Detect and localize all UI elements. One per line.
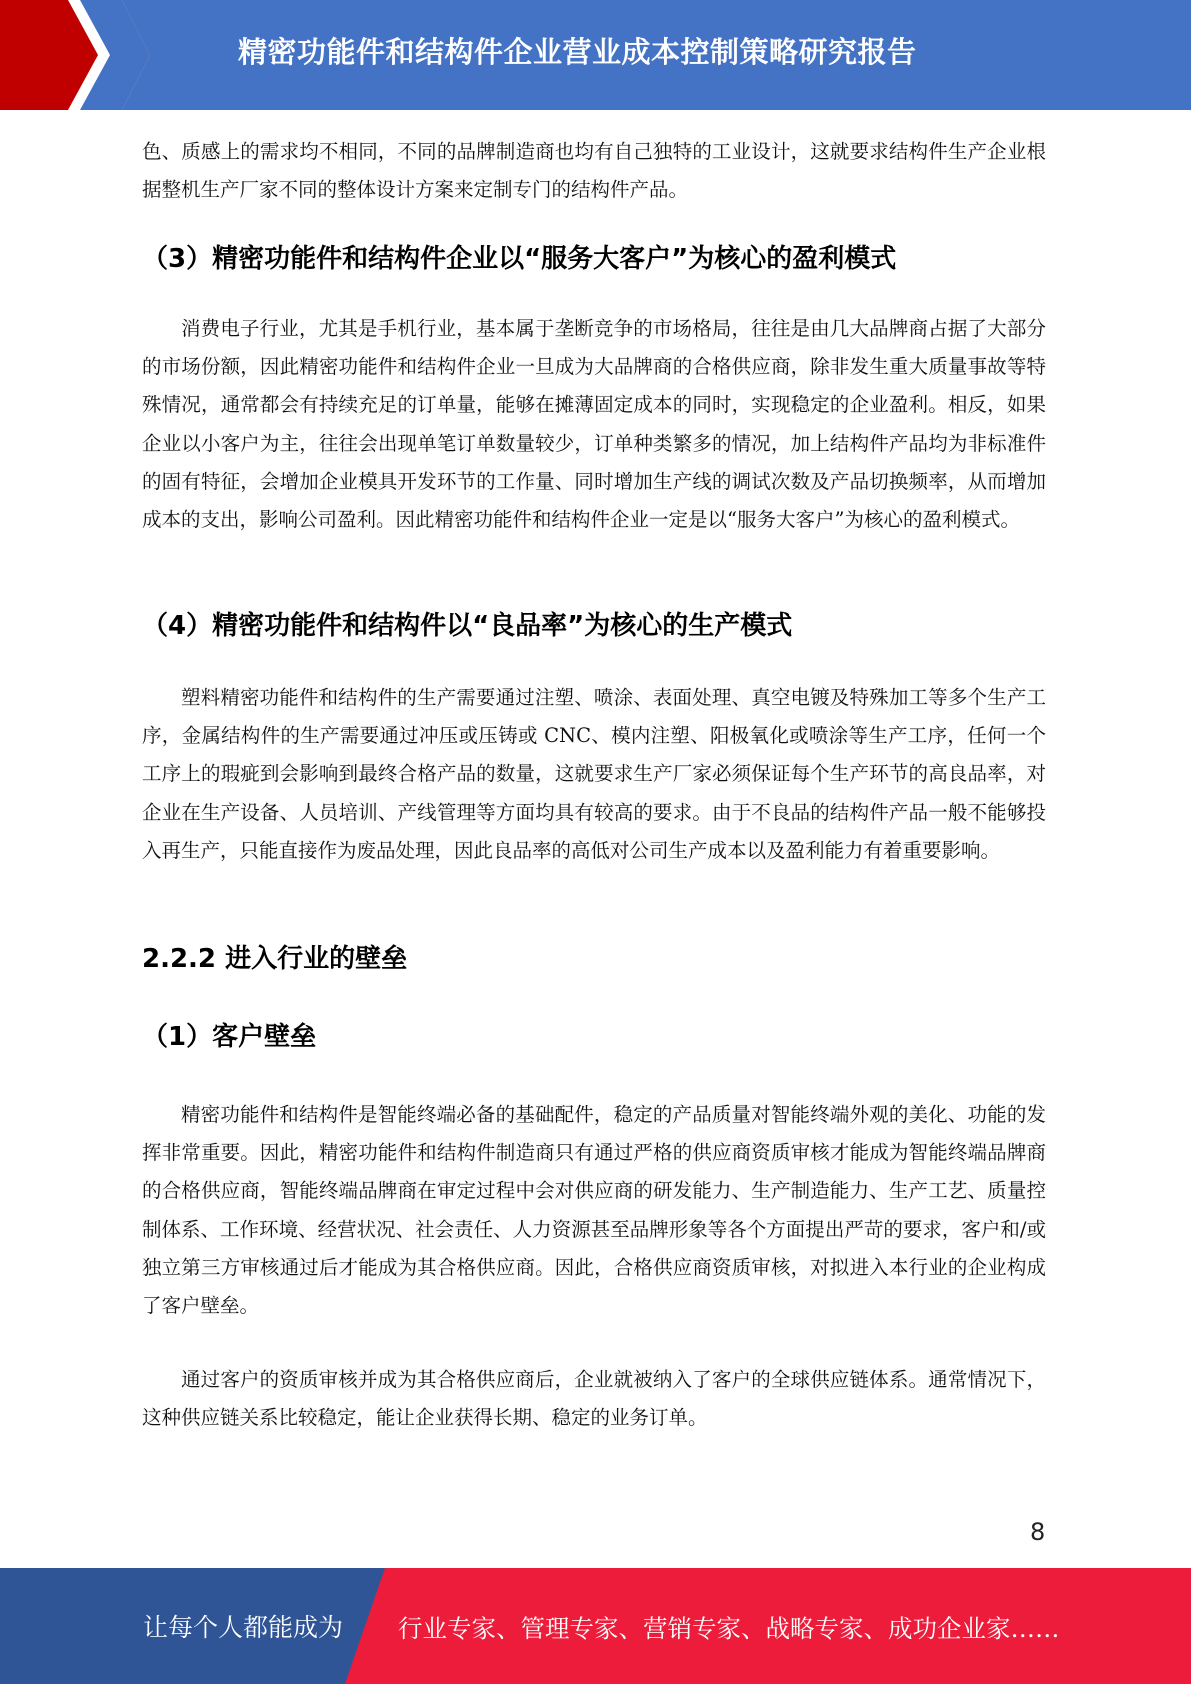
footer-slogan-left: 让每个人都能成为 bbox=[143, 1613, 344, 1642]
paragraph-intro: 色、质感上的需求均不相同，不同的品牌制造商也均有自己独特的工业设计，这就要求结构件生产企业根据整机生产厂家不同的整体设计方案来定制专门的结构件产品。 bbox=[142, 140, 1046, 202]
heading-1-customer-barrier: （1）客户壁垒 bbox=[142, 1022, 317, 1052]
paragraph-customer-barrier-1: 精密功能件和结构件是智能终端必备的基础配件，稳定的产品质量对智能终端外观的美化、功能的发挥非常重要。因此，精密功能件和结构件制造商只有通过严格的供应商资质审核才能成为智能终端品牌商的合格供应商，智能终端品牌商在审定过程中会对供应商的研发能力、生产制造能力、生产工艺、质量控制体系、工作环境、经营状况、社会责任、人力资源甚至品牌形象等各个方面提出严苛的要求，客户和/或独立第三方审核通过后才能成为其合格供应商。因此，合格供应商资质审核，对拟进入本行业的企业构成了客户壁垒。 bbox=[142, 1103, 1046, 1318]
heading-4-yield-model: （4）精密功能件和结构件以“良品率”为核心的生产模式 bbox=[142, 611, 793, 641]
report-title: 精密功能件和结构件企业营业成本控制策略研究报告 bbox=[238, 35, 917, 69]
footer-slogan-right: 行业专家、管理专家、营销专家、战略专家、成功企业家…… bbox=[398, 1614, 1060, 1643]
page-number: 8 bbox=[1030, 1518, 1046, 1546]
footer-banner bbox=[0, 1568, 1191, 1684]
paragraph-service-model: 消费电子行业，尤其是手机行业，基本属于垄断竞争的市场格局，往往是由几大品牌商占据了大部分的市场份额，因此精密功能件和结构件企业一旦成为大品牌商的合格供应商，除非发生重大质量事故等特殊情况，通常都会有持续充足的订单量，能够在摊薄固定成本的同时，实现稳定的企业盈利。相反，如果企业以小客户为主，往往会出现单笔订单数量较少，订单种类繁多的情况，加上结构件产品均为非标准件的固有特征，会增加企业模具开发环节的工作量、同时增加生产线的调试次数及产品切换频率，从而增加成本的支出，影响公司盈利。因此精密功能件和结构件企业一定是以“服务大客户”为核心的盈利模式。 bbox=[142, 317, 1046, 532]
header-banner bbox=[0, 0, 1191, 110]
paragraph-yield-model: 塑料精密功能件和结构件的生产需要通过注塑、喷涂、表面处理、真空电镀及特殊加工等多个生产工序，金属结构件的生产需要通过冲压或压铸或 CNC、模内注塑、阳极氧化或喷涂等生产工序，任何一个工序上的瑕疵到会影响到最终合格产品的数量，这就要求生产厂家必须保证每个生产环节的高良品率，对企业在生产设备、人员培训、产线管理等方面均具有较高的要求。由于不良品的结构件产品一般不能够投入再生产，只能直接作为废品处理，因此良品率的高低对公司生产成本以及盈利能力有着重要影响。 bbox=[142, 686, 1046, 862]
paragraph-customer-barrier-2: 通过客户的资质审核并成为其合格供应商后，企业就被纳入了客户的全球供应链体系。通常情况下，这种供应链关系比较稳定，能让企业获得长期、稳定的业务订单。 bbox=[142, 1368, 1046, 1430]
heading-3-service-model: （3）精密功能件和结构件企业以“服务大客户”为核心的盈利模式 bbox=[142, 244, 897, 274]
section-heading-entry-barriers: 2.2.2 进入行业的壁垒 bbox=[142, 944, 408, 974]
